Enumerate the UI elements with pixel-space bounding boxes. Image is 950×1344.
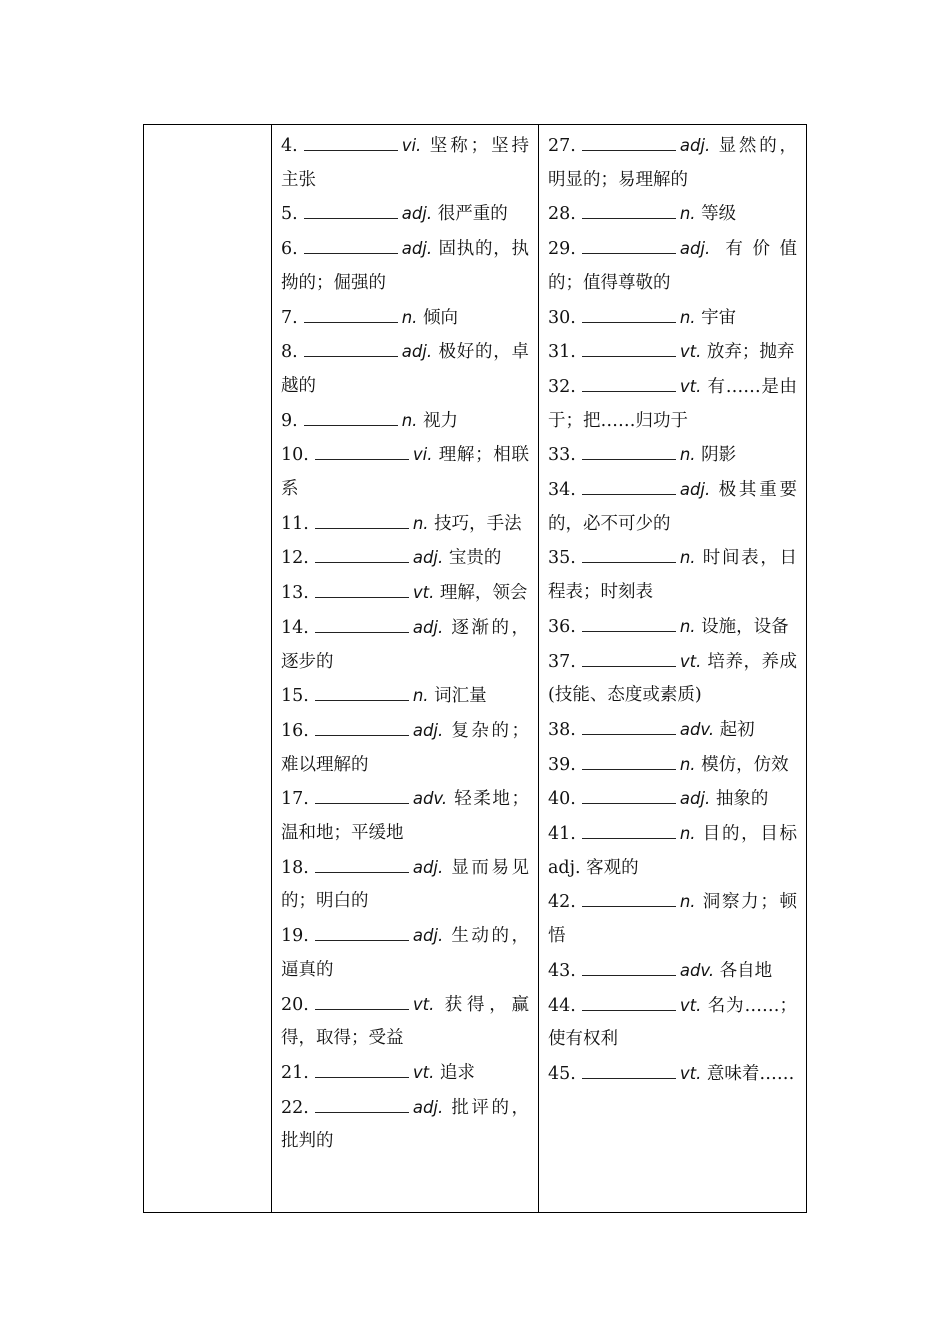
answer-blank[interactable] — [315, 445, 409, 460]
item-number: 39. — [548, 754, 576, 775]
list-item — [548, 473, 797, 541]
item-number: 32. — [548, 376, 576, 397]
part-of-speech: adj. — [679, 239, 711, 259]
answer-blank[interactable] — [582, 445, 676, 460]
part-of-speech: adj. — [412, 926, 444, 946]
answer-blank[interactable] — [304, 411, 398, 426]
answer-blank[interactable] — [315, 1098, 409, 1113]
part-of-speech: vt. — [679, 342, 702, 362]
item-number: 15. — [281, 686, 309, 707]
list-item — [281, 404, 529, 439]
part-of-speech: vi. — [412, 445, 433, 465]
answer-blank[interactable] — [315, 514, 409, 529]
item-number: 16. — [281, 720, 309, 741]
part-of-speech: adv. — [679, 960, 715, 980]
item-number: 14. — [281, 617, 309, 638]
item-number: 42. — [548, 892, 576, 913]
answer-blank[interactable] — [315, 686, 409, 701]
answer-blank[interactable] — [582, 342, 676, 357]
answer-blank[interactable] — [582, 789, 676, 804]
definition: 生动的，逼真的 — [281, 926, 529, 980]
item-number: 29. — [548, 239, 576, 260]
answer-blank[interactable] — [304, 136, 398, 151]
answer-blank[interactable] — [315, 618, 409, 633]
list-item — [281, 438, 529, 506]
part-of-speech: adj. — [412, 1097, 444, 1117]
item-number: 18. — [281, 857, 309, 878]
answer-blank[interactable] — [304, 308, 398, 323]
definition: 有……是由于；把……归功于 — [548, 376, 797, 431]
answer-blank[interactable] — [582, 548, 676, 563]
definition: 抽象的 — [715, 789, 769, 810]
item-number: 10. — [281, 445, 309, 466]
answer-blank[interactable] — [582, 961, 676, 976]
definition: 设施，设备 — [701, 616, 789, 637]
definition: 轻柔地；温和地；平缓地 — [281, 789, 529, 844]
answer-blank[interactable] — [582, 755, 676, 770]
answer-blank[interactable] — [582, 239, 676, 254]
part-of-speech: adj. — [412, 617, 444, 637]
empty-cell — [144, 125, 272, 1213]
part-of-speech: n. — [679, 204, 696, 224]
item-number: 22. — [281, 1097, 309, 1118]
definition: 起初 — [719, 719, 755, 740]
item-number: 41. — [548, 824, 576, 845]
part-of-speech: n. — [679, 307, 696, 327]
item-number: 21. — [281, 1062, 309, 1083]
part-of-speech: adj. — [679, 136, 711, 155]
list-item — [281, 301, 529, 336]
definition: 洞察力；顿悟 — [548, 892, 797, 947]
definition: 固执的，执拗的；倔强的 — [281, 239, 529, 293]
definition: 有价值的；值得尊敬的 — [548, 239, 797, 293]
table-row — [144, 125, 807, 1213]
answer-blank[interactable] — [582, 824, 676, 839]
part-of-speech: vt. — [412, 1062, 435, 1082]
answer-blank[interactable] — [304, 342, 398, 357]
right-word-list — [539, 125, 807, 1213]
list-item — [281, 335, 529, 403]
answer-blank[interactable] — [315, 858, 409, 873]
definition: 显而易见的；明白的 — [281, 857, 529, 912]
item-number: 38. — [548, 719, 576, 740]
part-of-speech: n. — [679, 824, 696, 844]
part-of-speech: adv. — [412, 789, 448, 809]
item-number: 5. — [281, 204, 298, 225]
definition: 逐渐的，逐步的 — [281, 617, 529, 672]
definition: 培养，养成(技能、态度或素质) — [548, 651, 797, 706]
part-of-speech: adj. — [412, 857, 444, 877]
item-number: 11. — [281, 513, 309, 534]
definition: 放弃；抛弃 — [706, 342, 795, 363]
answer-blank[interactable] — [304, 204, 398, 219]
part-of-speech: vt. — [679, 1063, 702, 1083]
list-item — [548, 748, 797, 783]
definition: 显然的，明显的；易理解的 — [548, 136, 797, 190]
list-item — [281, 714, 529, 782]
item-number: 34. — [548, 480, 576, 501]
part-of-speech: n. — [412, 686, 429, 706]
part-of-speech: adj. — [401, 342, 433, 362]
part-of-speech: adj. — [679, 789, 711, 809]
definition: 词汇量 — [434, 686, 487, 707]
definition: 批评的，批判的 — [281, 1097, 529, 1152]
definition: 等级 — [701, 204, 737, 225]
list-item — [281, 541, 529, 576]
part-of-speech: adj. — [412, 548, 444, 568]
definition: 极其重要的，必不可少的 — [548, 480, 797, 534]
part-of-speech: n. — [401, 410, 418, 430]
list-item — [281, 197, 529, 232]
item-number: 33. — [548, 445, 576, 466]
part-of-speech: adj. — [401, 239, 433, 259]
list-item — [281, 507, 529, 542]
definition: 倾向 — [422, 307, 458, 328]
part-of-speech: n. — [679, 754, 696, 774]
list-item — [548, 610, 797, 645]
answer-blank[interactable] — [582, 377, 676, 392]
item-number: 8. — [281, 342, 298, 363]
list-item — [281, 1056, 529, 1091]
item-number: 28. — [548, 204, 576, 225]
part-of-speech: vt. — [679, 995, 702, 1015]
list-item — [548, 885, 797, 953]
answer-blank[interactable] — [582, 652, 676, 667]
list-item — [281, 611, 529, 679]
part-of-speech: vt. — [412, 583, 435, 603]
item-number: 6. — [281, 239, 298, 260]
definition: 视力 — [422, 410, 458, 431]
answer-blank[interactable] — [304, 239, 398, 254]
list-item — [548, 541, 797, 609]
list-item — [548, 989, 797, 1057]
part-of-speech: vi. — [401, 136, 422, 155]
vocabulary-table — [143, 124, 807, 1213]
list-item — [548, 1057, 797, 1092]
item-number: 30. — [548, 307, 576, 328]
list-item — [548, 645, 797, 713]
item-number: 20. — [281, 994, 309, 1015]
list-item — [548, 129, 797, 197]
item-number: 31. — [548, 342, 576, 363]
definition: 模仿，仿效 — [701, 754, 789, 775]
part-of-speech: vt. — [679, 376, 702, 396]
definition: 目的，目标 adj. 客观的 — [548, 824, 797, 878]
part-of-speech: adj. — [401, 204, 433, 224]
list-item — [548, 817, 797, 885]
list-item — [548, 197, 797, 232]
answer-blank[interactable] — [582, 617, 676, 632]
definition: 时间表，日程表；时刻表 — [548, 548, 797, 603]
answer-blank[interactable] — [582, 308, 676, 323]
item-number: 12. — [281, 548, 309, 569]
answer-blank[interactable] — [315, 926, 409, 941]
definition: 复杂的；难以理解的 — [281, 720, 529, 775]
definition: 意味着…… — [706, 1063, 795, 1084]
answer-blank[interactable] — [582, 996, 676, 1011]
list-item — [281, 782, 529, 850]
part-of-speech: n. — [679, 548, 696, 568]
definition: 获得，赢得，取得；受益 — [281, 994, 529, 1049]
list-item — [281, 919, 529, 987]
item-number: 7. — [281, 307, 298, 328]
part-of-speech: n. — [412, 513, 429, 533]
answer-blank[interactable] — [582, 892, 676, 907]
definition: 极好的，卓越的 — [281, 342, 529, 396]
item-number: 44. — [548, 995, 576, 1016]
answer-blank[interactable] — [315, 721, 409, 736]
item-number: 43. — [548, 960, 576, 981]
list-item — [548, 782, 797, 817]
part-of-speech: n. — [679, 616, 696, 636]
part-of-speech: vt. — [679, 651, 702, 671]
part-of-speech: adj. — [412, 720, 444, 740]
list-item — [281, 679, 529, 714]
definition: 阴影 — [701, 445, 737, 466]
list-item — [281, 1091, 529, 1159]
list-item — [281, 576, 529, 611]
item-number: 37. — [548, 651, 576, 672]
answer-blank[interactable] — [582, 204, 676, 219]
definition: 技巧，手法 — [434, 513, 522, 534]
item-number: 45. — [548, 1063, 576, 1084]
definition: 宝贵的 — [448, 548, 502, 569]
definition: 理解；相联系 — [281, 445, 529, 500]
part-of-speech: adv. — [679, 719, 715, 739]
list-item — [548, 335, 797, 370]
definition: 理解，领会 — [439, 583, 528, 604]
list-item — [548, 370, 797, 438]
list-item — [281, 129, 529, 197]
item-number: 13. — [281, 583, 309, 604]
part-of-speech: n. — [679, 892, 696, 912]
answer-blank[interactable] — [315, 548, 409, 563]
part-of-speech: vt. — [412, 994, 435, 1014]
definition: 各自地 — [719, 960, 773, 981]
list-item — [548, 713, 797, 748]
part-of-speech: n. — [679, 445, 696, 465]
list-item — [548, 438, 797, 473]
part-of-speech: adj. — [679, 480, 711, 500]
item-number: 35. — [548, 548, 576, 569]
part-of-speech: n. — [401, 307, 418, 327]
item-number: 40. — [548, 789, 576, 810]
answer-blank[interactable] — [315, 995, 409, 1010]
item-number: 4. — [281, 136, 298, 156]
definition: 坚称；坚持主张 — [281, 136, 529, 190]
list-item — [548, 232, 797, 300]
answer-blank[interactable] — [315, 583, 409, 598]
definition: 宇宙 — [701, 307, 737, 328]
list-item — [281, 988, 529, 1056]
item-number: 36. — [548, 616, 576, 637]
answer-blank[interactable] — [582, 720, 676, 735]
item-number: 17. — [281, 789, 309, 810]
list-item — [281, 232, 529, 300]
item-number: 9. — [281, 410, 298, 431]
definition: 追求 — [439, 1062, 475, 1083]
item-number: 27. — [548, 136, 576, 156]
answer-blank[interactable] — [582, 1064, 676, 1079]
list-item — [548, 301, 797, 336]
answer-blank[interactable] — [315, 789, 409, 804]
definition: 很严重的 — [437, 204, 508, 225]
list-item — [548, 954, 797, 989]
answer-blank[interactable] — [582, 136, 676, 151]
list-item — [281, 851, 529, 919]
answer-blank[interactable] — [315, 1063, 409, 1078]
left-word-list — [272, 125, 539, 1213]
item-number: 19. — [281, 926, 309, 947]
answer-blank[interactable] — [582, 480, 676, 495]
definition: 名为……；使有权利 — [548, 995, 797, 1050]
